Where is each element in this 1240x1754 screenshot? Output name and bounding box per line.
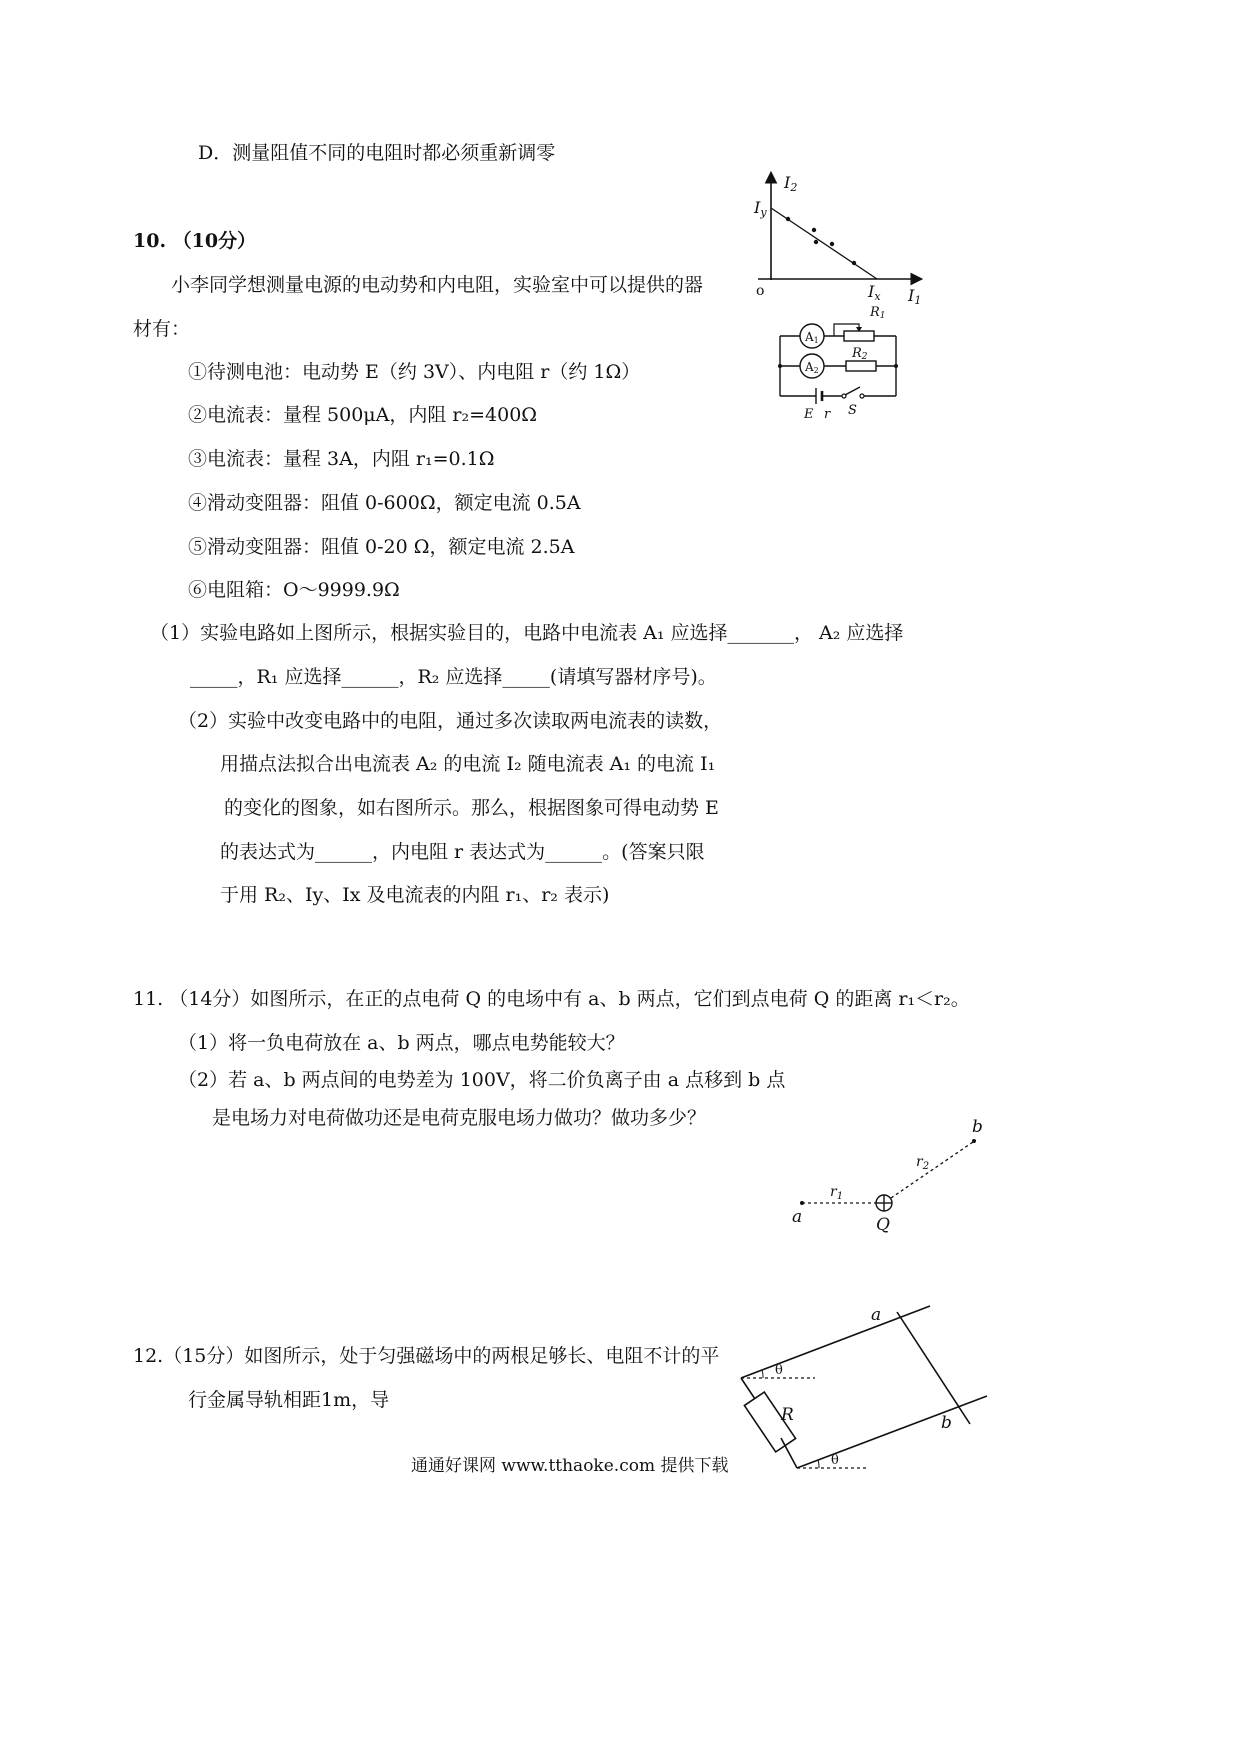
- r2-label: R2: [852, 346, 868, 362]
- q10-part2-line3: 的变化的图象，如右图所示。那么，根据图象可得电动势 E: [224, 797, 719, 819]
- internal-r-label: r: [824, 407, 831, 422]
- equipment-item-4: ④滑动变阻器：阻值 0-600Ω，额定电流 0.5A: [188, 492, 581, 514]
- q11-line4: 是电场力对电荷做功还是电荷克服电场力做功？做功多少？: [212, 1107, 707, 1129]
- data-point: [814, 240, 818, 244]
- data-point: [812, 228, 816, 232]
- r1-label: R1: [870, 305, 886, 321]
- q10-part1-line2: _____，R₁ 应选择______，R₂ 应选择_____(请填写器材序号)。: [190, 666, 717, 688]
- upper-rail: [741, 1306, 930, 1378]
- q10-part2-line2: 用描点法拟合出电流表 A₂ 的电流 I₂ 随电流表 A₁ 的电流 I₁: [220, 753, 716, 775]
- q11-line1: 11. （14分）如图所示，在正的点电荷 Q 的电场中有 a、b 两点，它们到点电荷 Q 的距离 r₁＜r₂。: [133, 988, 970, 1010]
- rod-ab: [897, 1312, 970, 1424]
- switch: [845, 387, 860, 395]
- point-a-label: a: [792, 1207, 803, 1227]
- data-point: [852, 261, 856, 265]
- q10-intro-line1: 小李同学想测量电源的电动势和内电阻，实验室中可以提供的器: [171, 274, 704, 296]
- q10-part2-line5: 于用 R₂、Iy、Ix 及电流表的内阻 r₁、r₂ 表示): [220, 884, 610, 906]
- data-point: [786, 217, 790, 221]
- point-a-label: a: [871, 1305, 882, 1325]
- theta-label-top: θ: [775, 1363, 783, 1378]
- resistor-r2: [846, 361, 876, 371]
- q10-intro-line2: 材有：: [133, 318, 191, 340]
- footer-text: 通通好课网 www.tthaoke.com 提供下载: [411, 1456, 729, 1476]
- resistor-r-label: R: [781, 1405, 794, 1425]
- option-d-text: D．测量阻值不同的电阻时都必须重新调零: [198, 142, 556, 164]
- q10-part1-line1: （1）实验电路如上图所示，根据实验目的，电路中电流表 A₁ 应选择_______， A₂ 应选择: [150, 622, 904, 644]
- x-axis-label: I1: [908, 286, 922, 307]
- circuit-diagram: [772, 302, 912, 422]
- resistor-r1: [844, 331, 874, 341]
- rails-figure: [735, 1298, 995, 1478]
- ammeter-a2-label: A2: [805, 360, 819, 375]
- y-axis-label: I2: [784, 173, 798, 194]
- point-b-label: b: [941, 1413, 952, 1433]
- charge-q-label: Q: [876, 1215, 890, 1235]
- ammeter-a1-label: A1: [805, 330, 819, 345]
- equipment-item-3: ③电流表：量程 3A，内阻 r₁=0.1Ω: [188, 448, 495, 470]
- emf-label: E: [804, 407, 814, 422]
- r2-distance-label: $r_2$: [916, 1154, 930, 1172]
- q11-line3: （2）若 a、b 两点间的电势差为 100V，将二价负离子由 a 点移到 b 点: [178, 1069, 786, 1091]
- q12-line2: 行金属导轨相距1m，导: [188, 1389, 390, 1411]
- equipment-item-2: ②电流表：量程 500μA，内阻 r₂=400Ω: [188, 404, 538, 426]
- theta-label-bottom: θ: [831, 1453, 839, 1468]
- equipment-item-6: ⑥电阻箱：O～9999.9Ω: [188, 579, 400, 601]
- equipment-item-1: ①待测电池：电动势 E（约 3V）、内电阻 r（约 1Ω）: [188, 361, 641, 383]
- r1-distance-label: $r_1$: [830, 1184, 844, 1202]
- q10-part2-line1: （2）实验中改变电路中的电阻，通过多次读取两电流表的读数，: [178, 710, 723, 732]
- x-intercept-label: Ix: [868, 282, 881, 303]
- point-b-label: b: [972, 1117, 983, 1137]
- q11-line2: （1）将一负电荷放在 a、b 两点，哪点电势能较大？: [178, 1032, 625, 1054]
- i2-vs-i1-graph: [750, 168, 930, 308]
- origin-label: o: [756, 283, 765, 299]
- equipment-item-5: ⑤滑动变阻器：阻值 0-20 Ω，额定电流 2.5A: [188, 536, 575, 558]
- q12-line1: 12.（15分）如图所示，处于匀强磁场中的两根足够长、电阻不计的平: [133, 1345, 720, 1367]
- data-point: [830, 242, 834, 246]
- y-intercept-label: Iy: [754, 198, 767, 219]
- point-charge-figure: [780, 1112, 1000, 1242]
- switch-label: S: [848, 403, 857, 418]
- q10-heading: 10. （10分）: [133, 230, 257, 252]
- point-b: [972, 1139, 976, 1143]
- q10-part2-line4: 的表达式为______，内电阻 r 表达式为______。(答案只限: [220, 841, 705, 863]
